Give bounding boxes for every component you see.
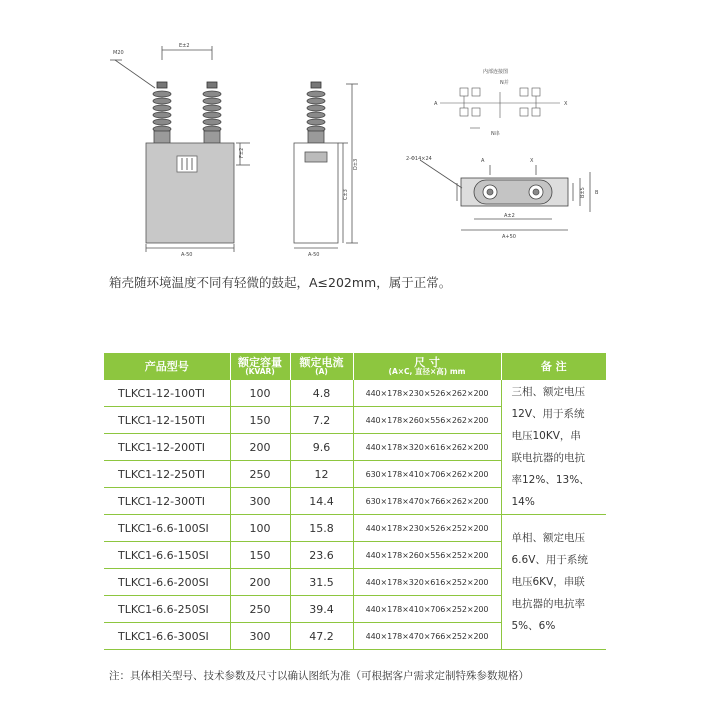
wiring-x: X [564,101,568,107]
cell-current: 31.5 [290,569,353,596]
wiring-diagram [440,88,560,128]
cell-current: 7.2 [290,407,353,434]
cell-dims: 440×178×230×526×252×200 [353,515,501,542]
dim-c: C±3 [343,189,349,200]
cell-dims: 440×178×260×556×262×200 [353,407,501,434]
cell-dims: 630×178×410×706×262×200 [353,461,501,488]
header-dims: 尺 寸 (A×C, 直径×高) mm [353,353,501,380]
cell-model: TLKC1-12-200TI [104,434,230,461]
cell-capacity: 300 [230,488,290,515]
cell-capacity: 250 [230,461,290,488]
dim-x-right: X [530,158,534,164]
dim-d: D±3 [353,158,359,170]
front-view-drawing [110,46,250,252]
cell-model: TLKC1-6.6-300SI [104,623,230,650]
cell-current: 39.4 [290,596,353,623]
wiring-title: 内部连接图 [483,69,509,75]
cell-current: 9.6 [290,434,353,461]
dim-a50-side: A-50 [308,252,320,258]
cell-current: 23.6 [290,542,353,569]
cell-capacity: 100 [230,380,290,407]
cell-current: 15.8 [290,515,353,542]
dim-hole: 2-Φ14×24 [406,156,432,162]
cell-model: TLKC1-12-300TI [104,488,230,515]
cell-model: TLKC1-12-250TI [104,461,230,488]
cell-model: TLKC1-6.6-200SI [104,569,230,596]
wiring-n-series: N串 [491,131,500,137]
cell-dims: 440×178×320×616×262×200 [353,434,501,461]
dim-a-left: A [481,158,485,164]
cell-dims: 630×178×470×766×262×200 [353,488,501,515]
dim-m20: M20 [113,50,124,56]
wiring-a: A [434,101,438,107]
wiring-n-parallel: N并 [500,80,509,86]
remark-three-phase: 三相、额定电压 12V、用于系统 电压10KV，串 联电抗器的电抗 率12%、13%、 14% [501,380,606,515]
cell-model: TLKC1-12-150TI [104,407,230,434]
technical-drawings [0,0,710,260]
dim-a50-front: A-50 [181,252,193,258]
cell-current: 12 [290,461,353,488]
dim-f: F±2 [239,147,245,158]
cell-capacity: 200 [230,569,290,596]
cell-capacity: 150 [230,542,290,569]
header-model: 产品型号 [104,353,230,380]
cell-model: TLKC1-6.6-250SI [104,596,230,623]
dim-b5: B±5 [580,187,586,198]
footnote: 注：具体相关型号、技术参数及尺寸以确认图纸为准（可根据客户需求定制特殊参数规格） [109,670,529,682]
dim-a2: A±2 [504,213,515,219]
cell-capacity: 300 [230,623,290,650]
top-view-drawing [420,160,590,230]
cell-dims: 440×178×320×616×252×200 [353,569,501,596]
cell-capacity: 200 [230,434,290,461]
cell-current: 4.8 [290,380,353,407]
dim-e: E±2 [179,43,190,49]
cell-current: 14.4 [290,488,353,515]
spec-table [104,353,606,650]
header-current: 额定电流 (A) [290,353,353,380]
cell-dims: 440×178×410×706×252×200 [353,596,501,623]
cell-model: TLKC1-6.6-100SI [104,515,230,542]
table-header-row [104,353,606,380]
cell-current: 47.2 [290,623,353,650]
side-view-drawing [294,82,358,248]
dim-b: B [595,190,599,196]
housing-note: 箱壳随环境温度不同有轻微的鼓起，A≤202mm，属于正常。 [109,275,452,290]
cell-dims: 440×178×260×556×252×200 [353,542,501,569]
remark-single-phase: 单相、额定电压 6.6V、用于系统 电压6KV，串联 电抗器的电抗率 5%、6% [501,515,606,650]
cell-model: TLKC1-6.6-150SI [104,542,230,569]
dim-a50-top: A+50 [502,234,516,240]
header-capacity: 额定容量 (KVAR) [230,353,290,380]
cell-capacity: 250 [230,596,290,623]
cell-capacity: 150 [230,407,290,434]
cell-dims: 440×178×470×766×252×200 [353,623,501,650]
cell-capacity: 100 [230,515,290,542]
table-row [104,515,606,542]
header-remark: 备 注 [501,353,606,380]
table-row [104,380,606,407]
cell-model: TLKC1-12-100TI [104,380,230,407]
cell-dims: 440×178×230×526×262×200 [353,380,501,407]
